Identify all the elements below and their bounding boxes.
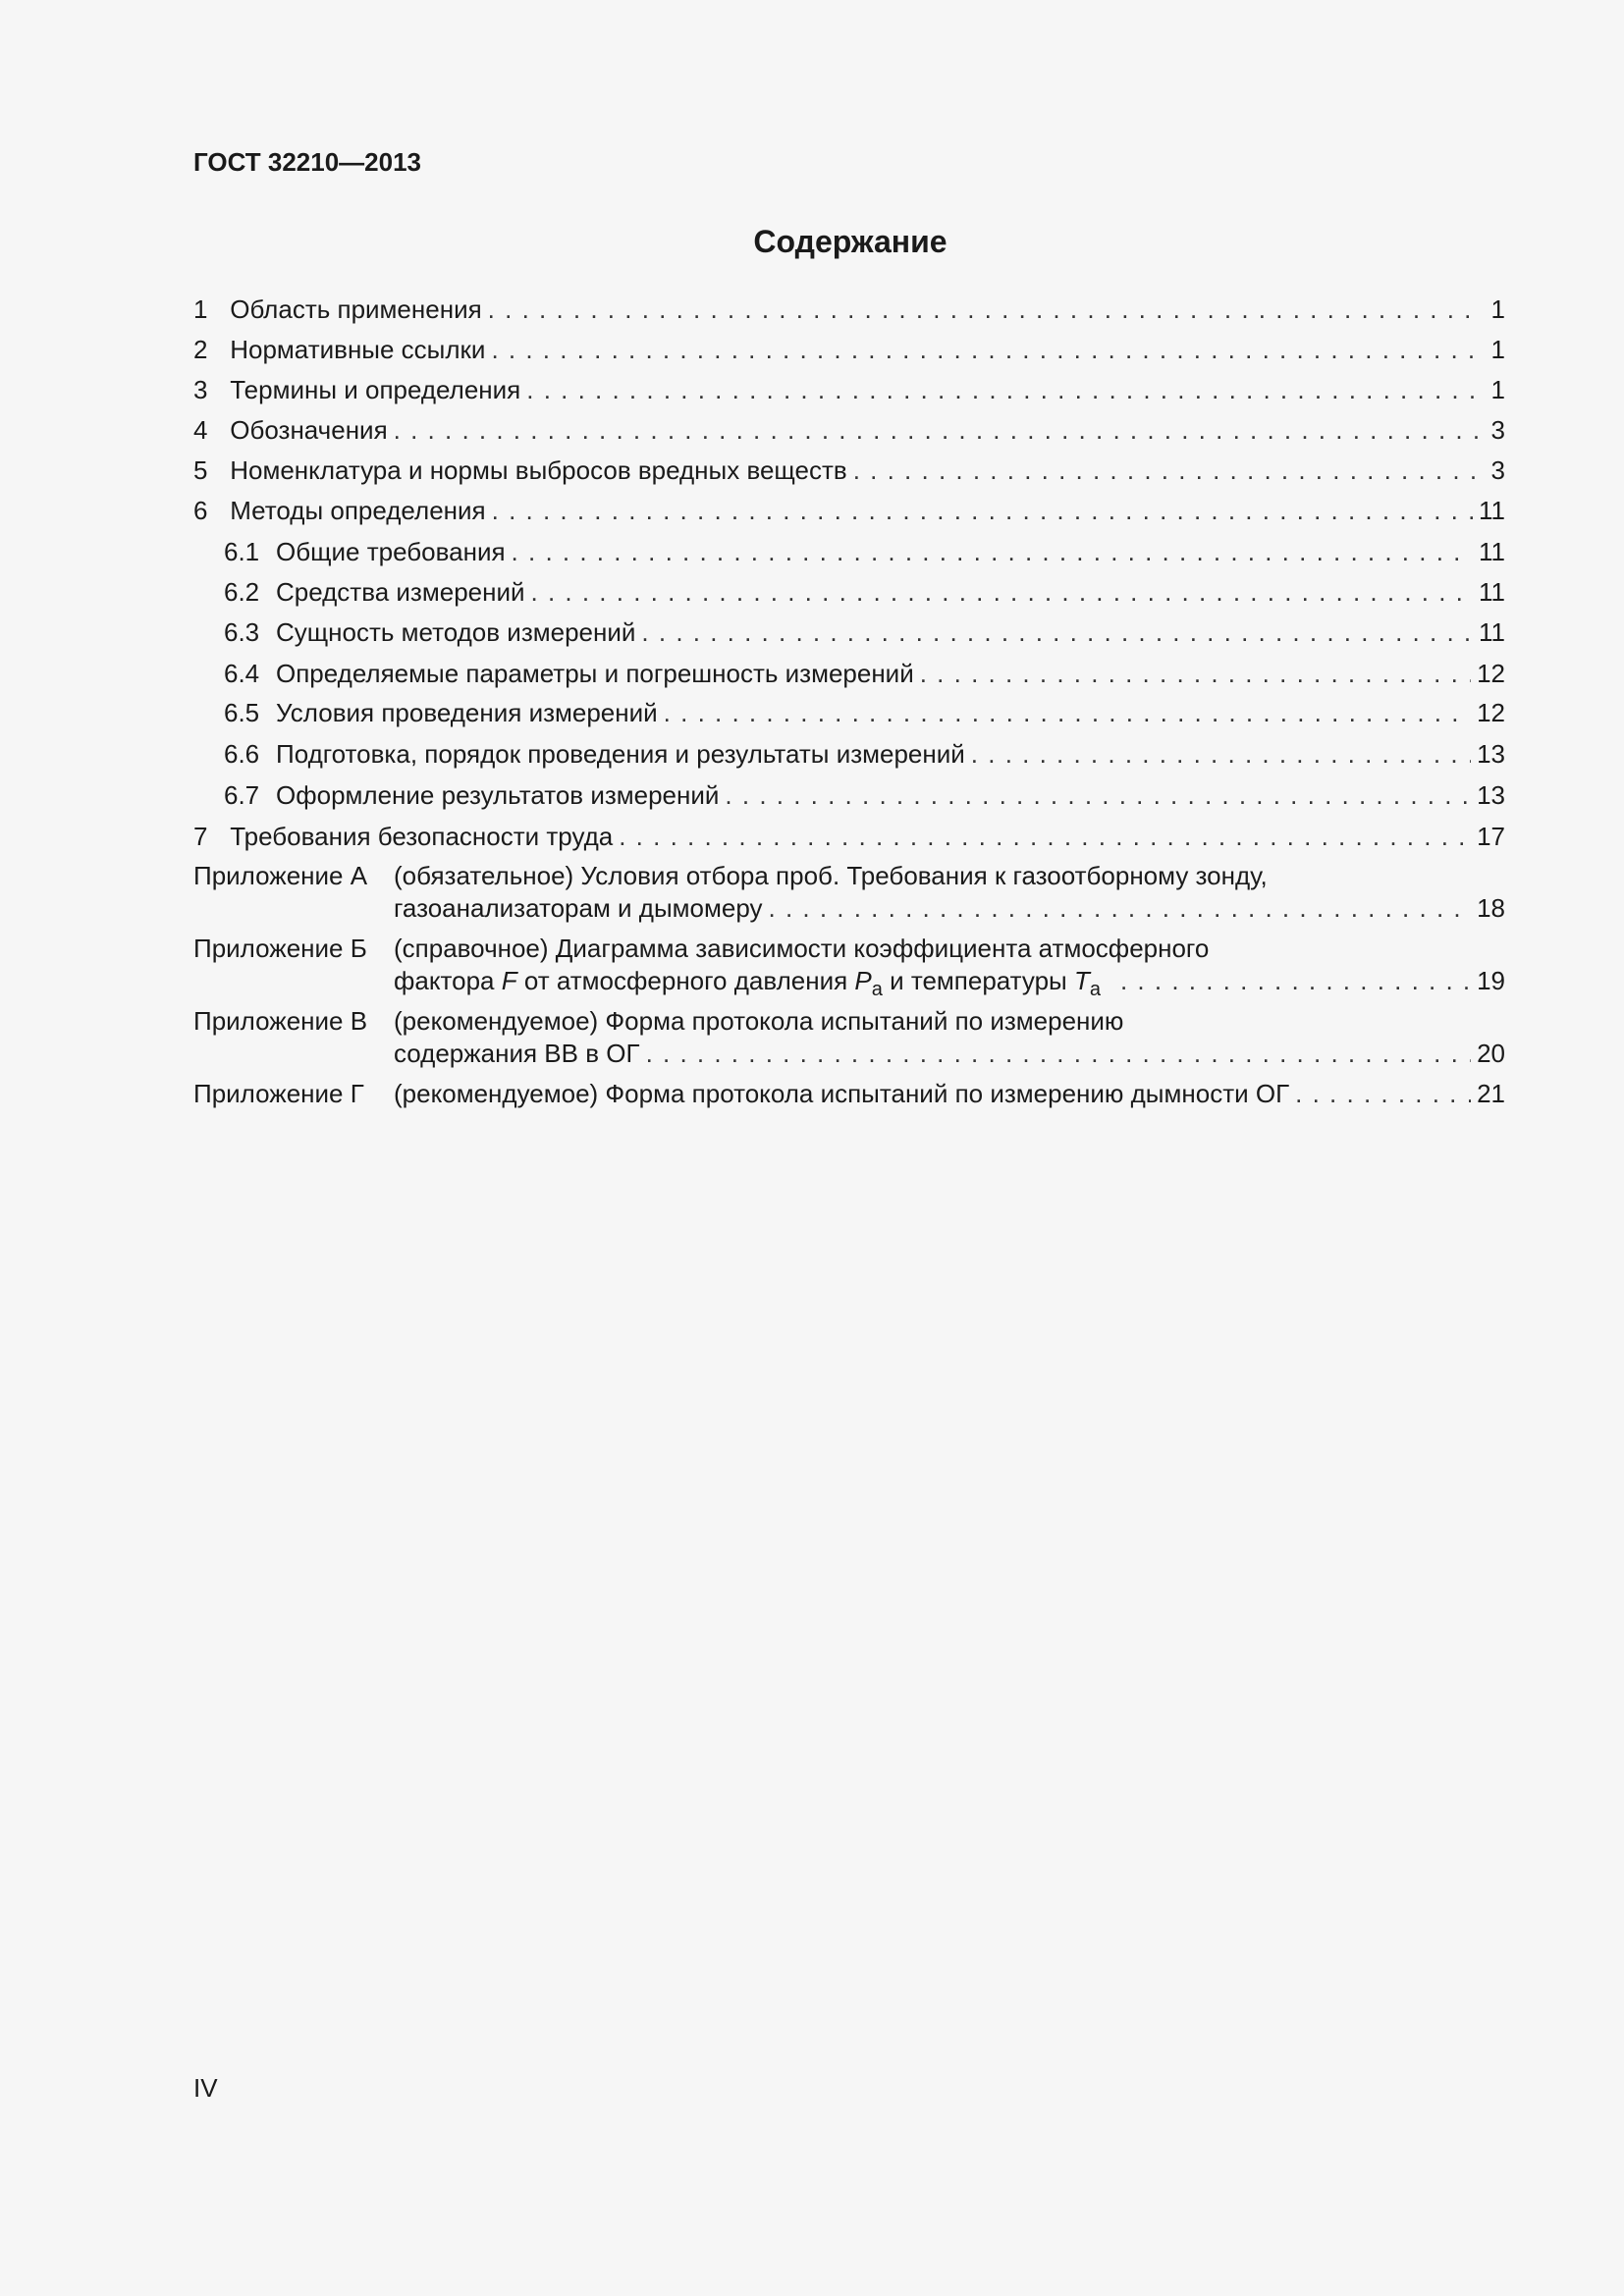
toc-title: Средства измерений xyxy=(276,577,525,607)
dot-leader xyxy=(394,414,1480,446)
toc-title: Подготовка, порядок проведения и результаты измерений xyxy=(276,739,965,769)
toc-page: 1 xyxy=(1490,375,1505,404)
appendix-label: Приложение Б xyxy=(193,934,367,963)
toc-page: 11 xyxy=(1479,577,1505,607)
dot-leader xyxy=(492,495,1473,526)
toc-number: 6.7 xyxy=(224,780,260,810)
dot-leader xyxy=(1295,1078,1471,1110)
toc-page: 13 xyxy=(1477,739,1505,769)
toc-item[interactable] xyxy=(193,294,1505,325)
toc-title: Определяемые параметры и погрешность измерений xyxy=(276,659,914,688)
toc-page: 17 xyxy=(1477,822,1505,851)
toc-title: Термины и определения xyxy=(230,375,521,404)
appendix-title: (рекомендуемое) Форма протокола испытаний по измерению дымности ОГ xyxy=(394,1079,1290,1108)
toc-item[interactable] xyxy=(193,374,1505,405)
toc-page: 11 xyxy=(1479,617,1505,647)
toc-subitem[interactable] xyxy=(224,536,1505,567)
dot-leader xyxy=(725,779,1471,811)
toc-title: Методы определения xyxy=(230,496,486,525)
dot-leader xyxy=(531,576,1473,608)
toc-title: Обозначения xyxy=(230,415,388,445)
symbol-P: P xyxy=(854,966,872,995)
appendix-page: 18 xyxy=(1477,893,1505,923)
toc-item[interactable] xyxy=(193,414,1505,446)
toc-number: 6.1 xyxy=(224,537,260,566)
toc-item[interactable] xyxy=(193,495,1505,526)
toc-page: 13 xyxy=(1477,780,1505,810)
subscript: a xyxy=(1089,979,1101,1000)
appendix-page: 21 xyxy=(1477,1079,1505,1108)
toc-page: 3 xyxy=(1490,455,1505,485)
toc-number: 6.3 xyxy=(224,617,260,647)
toc-subitem[interactable] xyxy=(224,697,1505,728)
toc-title: Номенклатура и нормы выбросов вредных веществ xyxy=(230,455,847,485)
appendix-title: (справочное) Диаграмма зависимости коэффициента атмосферного xyxy=(394,934,1210,963)
dot-leader xyxy=(619,821,1471,852)
page-title: Содержание xyxy=(753,224,947,259)
appendix-item[interactable] xyxy=(193,1078,1505,1110)
symbol-T: T xyxy=(1073,966,1090,995)
toc-page: 12 xyxy=(1477,659,1505,688)
toc-title: Требования безопасности труда xyxy=(230,822,614,851)
dot-leader xyxy=(641,616,1473,648)
subscript: a xyxy=(871,979,883,1000)
toc-subitem[interactable] xyxy=(224,738,1505,770)
appendix-page: 20 xyxy=(1477,1039,1505,1068)
toc-page: 12 xyxy=(1477,698,1505,727)
toc-number: 6.4 xyxy=(224,659,260,688)
appendix-title: (рекомендуемое) Форма протокола испытаний по измерению xyxy=(394,1006,1124,1036)
appendix-label: Приложение А xyxy=(193,861,368,890)
dot-leader xyxy=(491,334,1480,365)
appendix-item[interactable] xyxy=(193,860,1505,925)
toc-number: 5 xyxy=(193,455,208,485)
toc-number: 6.2 xyxy=(224,577,260,607)
toc-page: 1 xyxy=(1490,335,1505,364)
toc-number: 1 xyxy=(193,294,208,324)
toc-page: 3 xyxy=(1490,415,1505,445)
toc-subitem[interactable] xyxy=(224,576,1505,608)
dot-leader xyxy=(646,1038,1472,1070)
dot-leader xyxy=(971,738,1471,770)
appendix-title-cont: содержания ВВ в ОГ xyxy=(394,1039,640,1068)
appendix-item[interactable] xyxy=(193,933,1505,1000)
toc-item[interactable] xyxy=(193,454,1505,486)
dot-leader xyxy=(853,454,1480,486)
toc-title: Область применения xyxy=(230,294,482,324)
toc-number: 6 xyxy=(193,496,208,525)
toc-subitem[interactable] xyxy=(224,658,1505,689)
text: и температуры xyxy=(882,966,1074,995)
appendix-label: Приложение Г xyxy=(193,1079,364,1108)
toc-subitem[interactable] xyxy=(224,779,1505,811)
toc-page: 1 xyxy=(1490,294,1505,324)
toc-title: Общие требования xyxy=(276,537,506,566)
toc-subitem[interactable] xyxy=(224,616,1505,648)
appendix-title-cont xyxy=(394,965,1101,1006)
toc-title: Сущность методов измерений xyxy=(276,617,636,647)
toc-title: Нормативные ссылки xyxy=(230,335,486,364)
toc-number: 2 xyxy=(193,335,208,364)
dot-leader xyxy=(664,697,1471,728)
text: от атмосферного давления xyxy=(516,966,855,995)
toc-page: 11 xyxy=(1479,496,1505,525)
document-header: ГОСТ 32210—2013 xyxy=(193,147,421,177)
appendix-title: (обязательное) Условия отбора проб. Требования к газоотборному зонду, xyxy=(394,861,1268,890)
toc-title: Оформление результатов измерений xyxy=(276,780,720,810)
toc-title: Условия проведения измерений xyxy=(276,698,658,727)
appendix-title-cont: газоанализаторам и дымомеру xyxy=(394,893,763,923)
appendix-label: Приложение В xyxy=(193,1006,368,1036)
text: фактора xyxy=(394,966,502,995)
toc-item[interactable] xyxy=(193,821,1505,852)
toc-item[interactable] xyxy=(193,334,1505,365)
dot-leader xyxy=(526,374,1480,405)
dot-leader xyxy=(920,658,1471,689)
appendix-item[interactable] xyxy=(193,1005,1505,1070)
appendix-page: 19 xyxy=(1477,966,1505,995)
toc-number: 7 xyxy=(193,822,208,851)
dot-leader xyxy=(769,892,1472,925)
dot-leader xyxy=(1120,965,1471,997)
page-number: IV xyxy=(193,2073,218,2103)
toc-number: 6.5 xyxy=(224,698,260,727)
symbol-F: F xyxy=(501,966,517,995)
toc-number: 6.6 xyxy=(224,739,260,769)
dot-leader xyxy=(488,294,1480,325)
toc-number: 4 xyxy=(193,415,208,445)
toc-page: 11 xyxy=(1479,537,1505,566)
toc-number: 3 xyxy=(193,375,208,404)
dot-leader xyxy=(512,536,1473,567)
